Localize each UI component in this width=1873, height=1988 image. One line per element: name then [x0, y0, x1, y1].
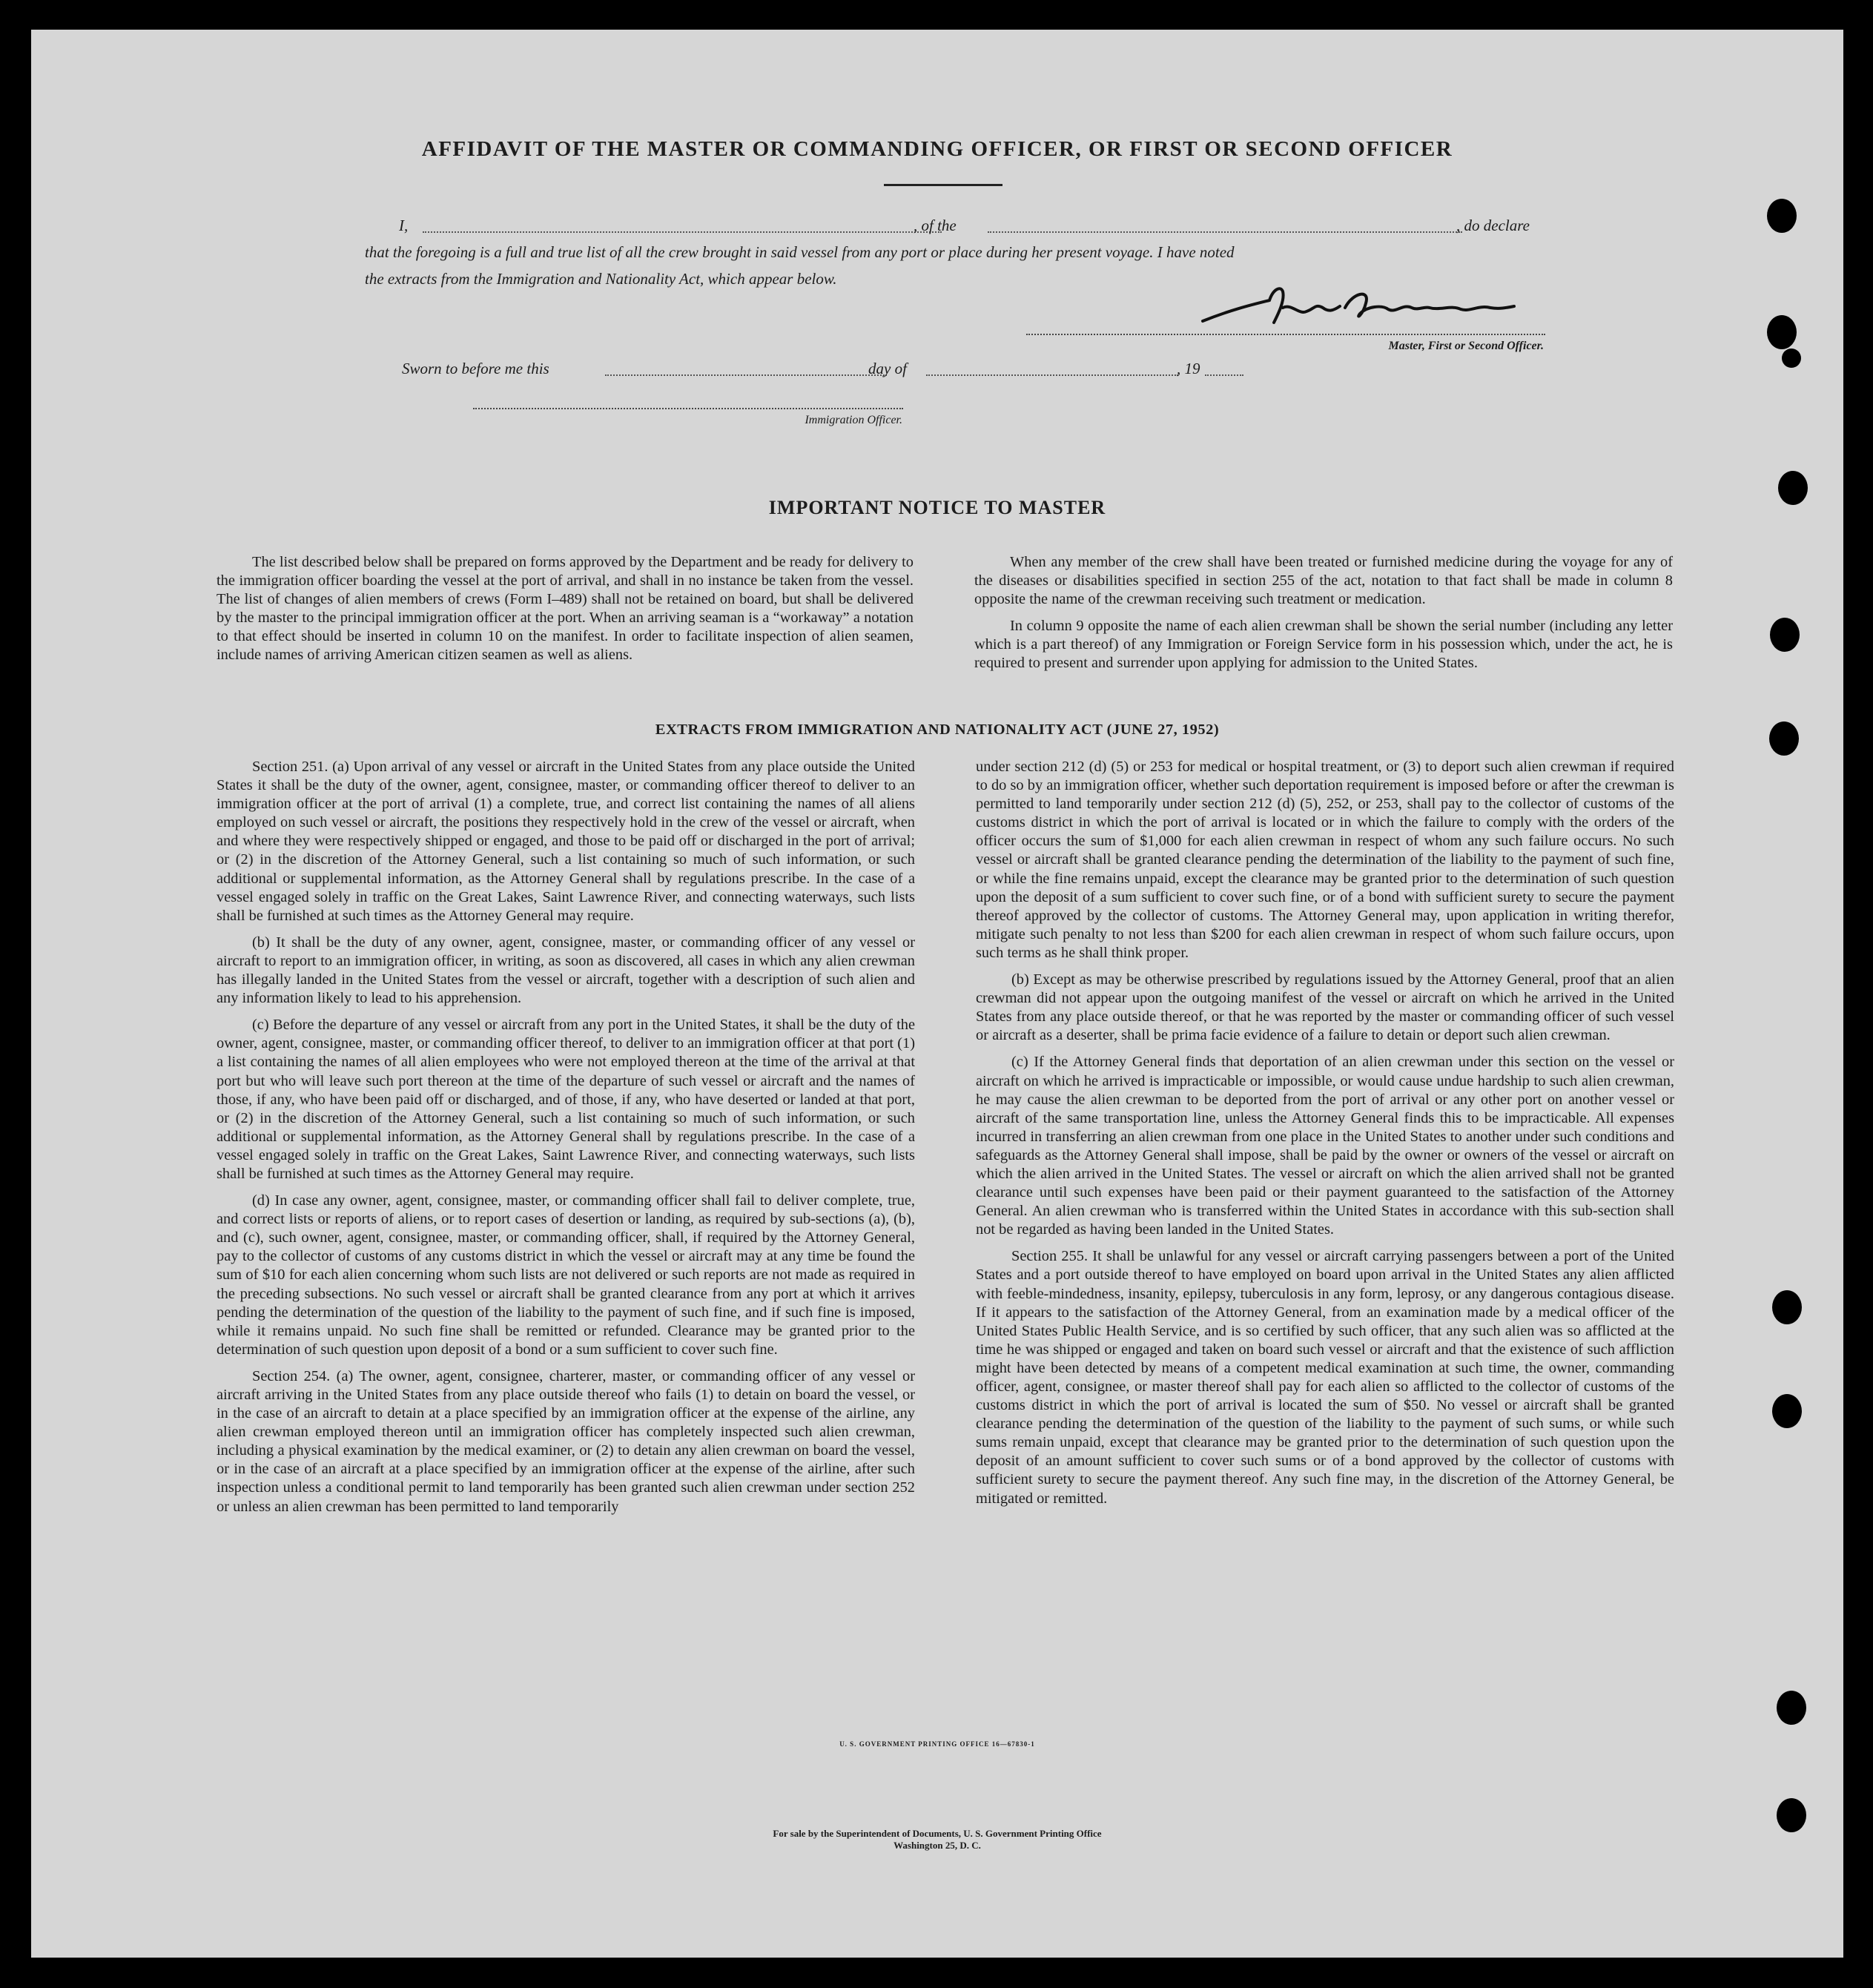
sworn-label: Sworn to before me this — [402, 360, 549, 377]
day-of-label: day of — [868, 360, 907, 377]
extracts-right-column — [976, 758, 1674, 1516]
notice-left-column — [217, 553, 914, 673]
sale-line-1: For sale by the Superintendent of Documents, U. S. Government Printing Office — [773, 1828, 1102, 1839]
do-declare-label: , do declare — [1456, 217, 1530, 234]
printing-office-line: U. S. GOVERNMENT PRINTING OFFICE 16—67830-1 — [839, 1740, 1035, 1748]
extracts-title: EXTRACTS FROM IMMIGRATION AND NATIONALITY ACT (JUNE 27, 1952) — [655, 721, 1220, 738]
punch-hole — [1770, 618, 1800, 652]
year-label: , 19 — [1177, 360, 1200, 377]
master-signature-field[interactable] — [1026, 334, 1545, 335]
punch-hole — [1772, 1290, 1802, 1324]
punch-hole — [1767, 315, 1797, 349]
notice-title: IMPORTANT NOTICE TO MASTER — [768, 497, 1106, 518]
immigration-officer-caption: Immigration Officer. — [805, 414, 902, 426]
sworn-day-field[interactable] — [605, 374, 887, 376]
punch-hole — [1782, 349, 1801, 368]
punch-hole — [1772, 1394, 1802, 1428]
punch-hole — [1769, 721, 1799, 756]
sworn-year-field[interactable] — [1205, 374, 1243, 376]
notice-right-column — [974, 553, 1673, 681]
punch-hole — [1777, 1691, 1806, 1725]
section-254-b: (b) Except as may be otherwise prescribed by regulations issued by the Attorney General, proof that an alien crewman did not appear upon the outgoing manifest of the vessel or aircraft on which he arrived in the United States from any place outside thereof, or that he was reported by the master or commanding officer of such vessel or aircraft as a deserter, shall be prima facie evidence of a failure to detain or deport such alien crewman. — [976, 971, 1674, 1044]
title-divider — [884, 184, 1002, 186]
section-255: Section 255. It shall be unlawful for any vessel or aircraft carrying passengers between a port of the United States and a port outside thereof to have employed on board upon arrival in the United States any alien afflicted with feeble-mindedness, insanity, epilepsy, tuberculosis in any form, leprosy, or any dangerous contagious disease. If it appears to the satisfaction of the Attorney General, from an examination made by a medical officer of the United States Public Health Service, and is so certified by such officer, that any such alien was so afflicted at the time he was shipped or engaged and taken on board such vessel or aircraft and that the existence of such affliction might have been detected by means of a competent medical examination at such time, the owner, commanding officer, agent, consignee, or master thereof shall pay for each alien so afflicted to the collector of customs of the customs district in which the port of arrival is located the sum of $50. No vessel or aircraft shall be granted clearance pending the determination of the question of the liability to the payment of such sums, or while such sums remain unpaid, except that clearance may be granted prior to the determination of such question upon the deposit of an amount sufficient to cover such sums or of a bond approved by the collector of customs with sufficient surety to secure the payment thereof. Any such fine may, in the discretion of the Attorney General, be mitigated or remitted. — [976, 1248, 1674, 1507]
immigration-officer-signature-field[interactable] — [473, 408, 903, 409]
section-251-b: (b) It shall be the duty of any owner, agent, consignee, master, or commanding officer of any vessel or aircraft to report to an immigration officer, in writing, as soon as discovered, all cases in which any alien crewman has illegally landed in the United States from the vessel or aircraft, together with a description of such alien and any information likely to lead to his apprehension. — [217, 934, 915, 1007]
sale-notice — [31, 1828, 1843, 1852]
of-the-label: , of the — [914, 217, 957, 234]
officer-name-field[interactable] — [423, 231, 942, 233]
document-page — [31, 30, 1843, 1958]
punch-hole — [1777, 1798, 1806, 1832]
statement-line-2: the extracts from the Immigration and Nationality Act, which appear below. — [365, 270, 837, 288]
affidavit-title: AFFIDAVIT OF THE MASTER OR COMMANDING OFFICER, OR FIRST OR SECOND OFFICER — [421, 137, 1453, 161]
notice-left-paragraph: The list described below shall be prepared on forms approved by the Department and be ready for delivery to the immigration officer boarding the vessel at the port of arrival, and shall in no instance be taken from the vessel. The list of changes of alien members of crews (Form I–489) shall not be retained on board, but shall be delivered by the master to the principal immigration officer at the port. When an arriving seaman is a “workaway” a notation to that effect should be inserted in column 10 on the manifest. In order to facilitate inspection of alien seamen, include names of arriving American citizen seamen as well as aliens. — [217, 554, 914, 664]
notice-right-paragraph-1: When any member of the crew shall have been treated or furnished medicine during the voyage for any of the diseases or disabilities specified in section 255 of the act, notation to that fact shall be made in column 8 opposite the name of the crewman receiving such treatment or medication. — [974, 554, 1673, 608]
signature-caption: Master, First or Second Officer. — [1388, 340, 1544, 352]
extracts-left-column — [217, 758, 915, 1525]
punch-hole — [1767, 199, 1797, 233]
section-254-a-continued: under section 212 (d) (5) or 253 for medical or hospital treatment, or (3) to deport such alien crewman if required to do so by an immigration officer, whether such deportation requirement is imposed before or after the crewman is permitted to land temporarily under section 212 (d) (5), 252, or 253, shall pay to the collector of customs of the customs district in which the port of arrival is located or in which the failure to comply with the orders of the officer occurs the sum of $1,000 for each alien crewman in respect of whom any such failure occurs. No such vessel or aircraft shall be granted clearance pending the determination of the liability to the payment of such fine, or while the fine remains unpaid, except the clearance may be granted prior to the determination of such question upon the deposit of a sum sufficient to cover such fine, or of a bond with sufficient surety to secure the payment thereof approved by the collector of customs. The Attorney General may, upon application in writing therefor, mitigate such penalty to not less than $200 for each alien crewman in respect of whom such failure occurs, upon such terms as he shall think proper. — [976, 759, 1674, 961]
section-251-c: (c) Before the departure of any vessel or aircraft from any port in the United States, it shall be the duty of the owner, agent, consignee, master, or commanding officer thereof, to deliver to an immigration officer at that port (1) a list containing the names of all alien employees who were not employed thereon at the time of the arrival at that port but who will leave such port thereon at the time of the departure of such vessel or aircraft and the names of those, if any, who have been paid off or discharged, and of those, if any, who have deserted or landed at that port, or (2) in the discretion of the Attorney General, such a list containing so much of such information, or such additional or supplemental information, as the Attorney General shall by regulations prescribe. In the case of a vessel engaged solely in traffic on the Great Lakes, Saint Lawrence River, and connecting waterways, such lists shall be furnished at such times as the Attorney General may require. — [217, 1017, 915, 1182]
punch-hole — [1778, 471, 1808, 505]
section-251-a: Section 251. (a) Upon arrival of any vessel or aircraft in the United States from any place outside the United States it shall be the duty of the owner, agent, consignee, master, or commanding officer thereof to deliver to an immigration officer at the port of arrival (1) a complete, true, and correct list containing the names of all aliens employed on such vessel or aircraft, the positions they respectively hold in the crew of the vessel or aircraft, when and where they were respectively shipped or engaged, and those to be paid off or discharged in the port of arrival; or (2) in the discretion of the Attorney General, such a list containing so much of such information, or such additional or supplemental information, as the Attorney General shall by regulations prescribe. In the case of a vessel engaged solely in traffic on the Great Lakes, Saint Lawrence River, and connecting waterways, such lists shall be furnished at such times as the Attorney General may require. — [217, 759, 915, 924]
section-251-d: (d) In case any owner, agent, consignee, master, or commanding officer shall fail to deliver complete, true, and correct lists or reports of aliens, or to report cases of desertion or landing, as required by sub-sections (a), (b), and (c), such owner, agent, consignee, master, or commanding officer, shall, if required by the Attorney General, pay to the collector of customs of any customs district in which the vessel or aircraft may at any time be found the sum of $10 for each alien concerning whom such lists are not delivered or such reports are not made as required in the preceding subsections. No such vessel or aircraft shall be granted clearance from any port at which it arrives pending the determination of the question of the liability to the payment of such fine, and if such fine is imposed, while it remains unpaid. No such fine shall be remitted or refunded. Clearance may be granted prior to the determination of such question upon deposit of a bond or a sum sufficient to cover such fine. — [217, 1192, 915, 1358]
sale-line-2: Washington 25, D. C. — [893, 1840, 981, 1851]
sworn-month-field[interactable] — [926, 374, 1178, 376]
notice-right-paragraph-2: In column 9 opposite the name of each alien crewman shall be shown the serial number (including any letter which is a part thereof) of any Immigration or Foreign Service form in his possession which, under the act, he is required to present and surrender upon applying for admission to the United States. — [974, 618, 1673, 672]
vessel-name-field[interactable] — [988, 231, 1462, 233]
section-254-c: (c) If the Attorney General finds that deportation of an alien crewman under this section on the vessel or aircraft on which he arrived is impracticable or impossible, or would cause undue hardship to such alien crewman, he may cause the alien crewman to be deported from the port of arrival or any other port on another vessel or aircraft of the same transportation line, unless the Attorney General finds this to be impracticable. All expenses incurred in transferring an alien crewman from one place in the United States to another under such conditions and safeguards as the Attorney General shall impose, shall be paid by the owner or owners of the vessel or aircraft on which the alien arrived in the United States. The vessel or aircraft on which the alien arrived shall not be granted clearance until such expenses have been paid or their payment guaranteed to the satisfaction of the Attorney General. An alien crewman who is transferred within the United States in accordance with this sub-section shall not be regarded as having been landed in the United States. — [976, 1054, 1674, 1238]
i-label: I, — [399, 217, 409, 234]
statement-line-1: that the foregoing is a full and true list of all the crew brought in said vessel from any port or place during her present voyage. I have noted — [365, 243, 1235, 261]
section-254-a: Section 254. (a) The owner, agent, consignee, charterer, master, or commanding officer of any vessel or aircraft arriving in the United States from any place outside thereof who fails (1) to detain on board the vessel, or in the case of an aircraft to detain at a place specified by an immigration officer at the expense of the airline, any alien crewman employed thereon until an immigration officer has completely inspected such alien crewman, including a physical examination by the medical examiner, or (2) to detain any alien crewman on board the vessel, or in the case of an aircraft at a place specified by an immigration officer at the expense of the airline, after such inspection unless a conditional permit to land temporarily has been granted such alien crewman under section 252 or unless an alien crewman has been permitted to land temporarily — [217, 1367, 915, 1515]
